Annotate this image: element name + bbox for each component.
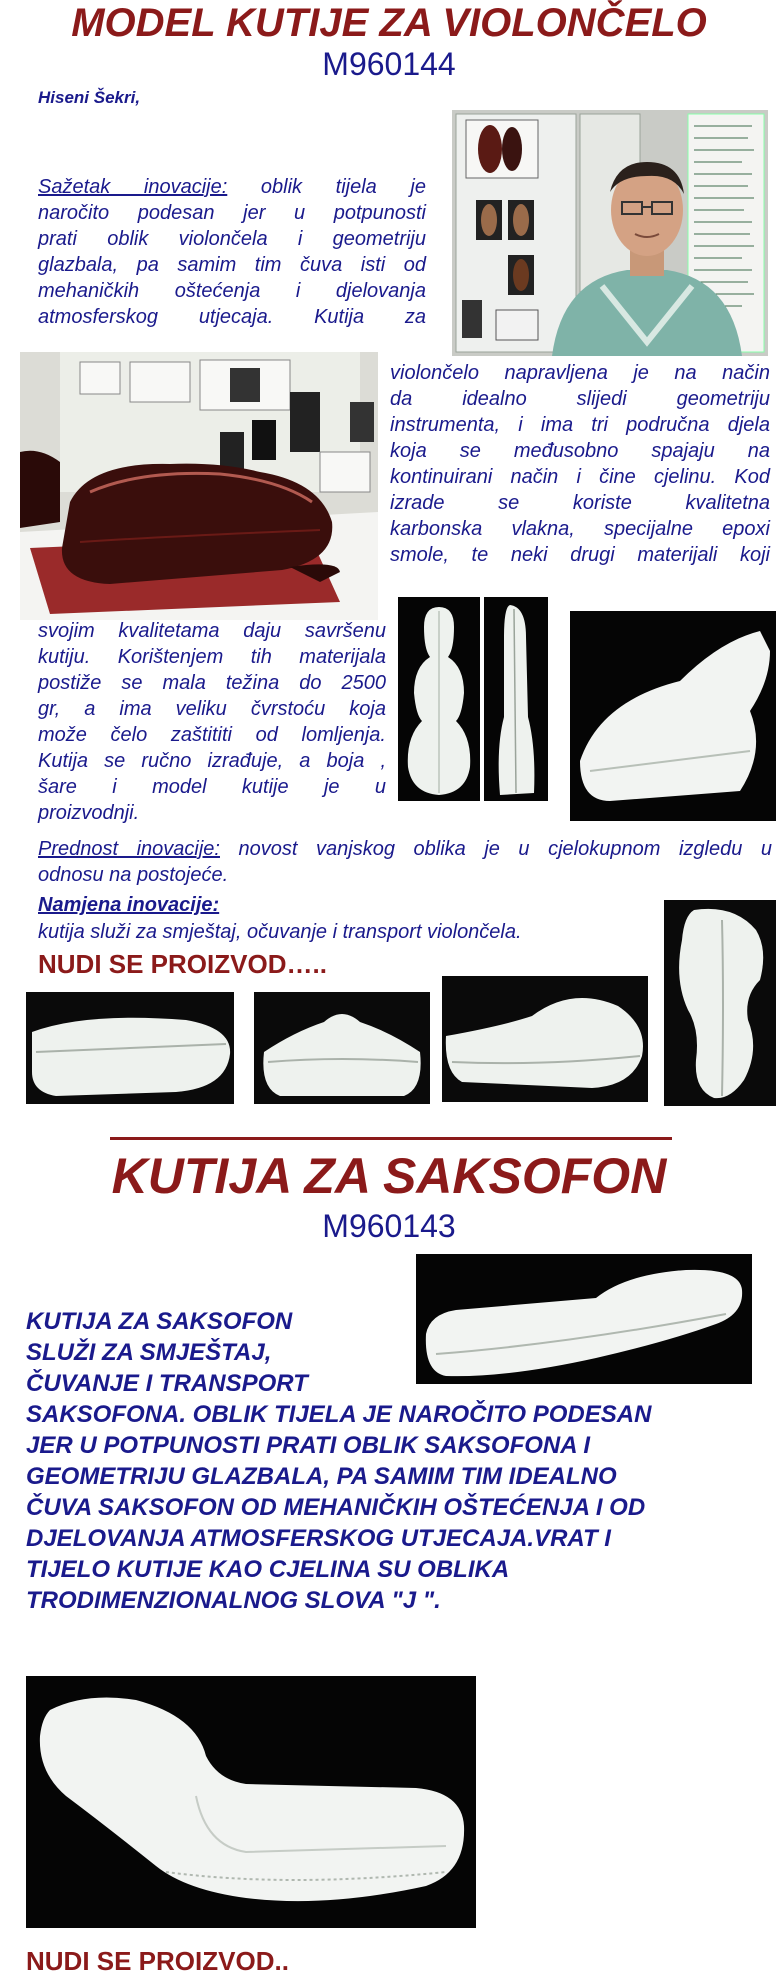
- inventor-photo: [452, 110, 768, 356]
- advantage-line-1: novost vanjskog oblika je u cjelokupnom izgledu u: [219, 838, 773, 860]
- summary-right-line-2: da idealno slijedi geometriju: [390, 388, 770, 410]
- summary-label: Sažetak inovacije:: [38, 176, 228, 198]
- summary-left-line-4: gr, a ima veliku čvrstoću koja: [38, 698, 386, 720]
- sax-line-6: GEOMETRIJU GLAZBALA, PA SAMIM TIM IDEALNO: [26, 1463, 617, 1490]
- sax-description: [26, 1306, 766, 1616]
- cello-case-side-photo: [484, 597, 548, 801]
- sax-title: KUTIJA ZA SAKSOFON: [111, 1148, 667, 1204]
- cello-offer-heading: NUDI SE PROIZVOD…..: [38, 949, 327, 979]
- summary-left-line-3: postiže se mala težina do 2500: [38, 672, 386, 694]
- sax-model-code: M960143: [322, 1208, 456, 1244]
- cello-model-code: M960144: [322, 46, 456, 82]
- sax-line-1: KUTIJA ZA SAKSOFON: [26, 1308, 293, 1335]
- summary-line-2: naročito podesan jer u potpunosti: [38, 202, 426, 224]
- cello-case-photo-2: [254, 992, 430, 1104]
- sax-line-7: ČUVA SAKSOFON OD MEHANIČKIH OŠTEĆENJA I OD: [26, 1494, 646, 1521]
- sax-case-photo-large: [26, 1676, 476, 1928]
- cello-case-photo-3: [442, 976, 648, 1102]
- sax-offer-heading: NUDI SE PROIZVOD..: [26, 1946, 289, 1976]
- summary-left-line-2: kutiju. Korištenjem tih materijala: [38, 646, 386, 668]
- summary-line-3: prati oblik violončela i geometriju: [38, 228, 426, 250]
- summary-paragraph-top: [38, 174, 426, 330]
- summary-line-5: mehaničkih oštećenja i djelovanja: [38, 280, 426, 302]
- advantage-line-2: odnosu na postojeće.: [38, 864, 229, 886]
- sax-line-5: JER U POTPUNOSTI PRATI OBLIK SAKSOFONA I: [26, 1432, 591, 1459]
- summary-left-line-8: proizvodnji.: [38, 802, 140, 824]
- sax-line-4: SAKSOFONA. OBLIK TIJELA JE NAROČITO PODESAN: [26, 1401, 652, 1428]
- summary-left-line-6: Kutija se ručno izrađuje, a boja ,: [38, 750, 386, 772]
- summary-line-6: atmosferskog utjecaja. Kutija za: [38, 306, 426, 328]
- sax-line-8: DJELOVANJA ATMOSFERSKOG UTJECAJA.VRAT I: [26, 1525, 611, 1552]
- sax-line-10: TRODIMENZIONALNOG SLOVA "J ".: [26, 1587, 441, 1614]
- summary-paragraph-left: [38, 618, 386, 826]
- summary-line-1: oblik tijela je: [227, 176, 426, 198]
- cello-case-photo-1: [26, 992, 234, 1104]
- summary-right-line-7: karbonska vlakna, specijalne epoxi: [390, 518, 770, 540]
- sax-line-2: SLUŽI ZA SMJEŠTAJ,: [26, 1339, 272, 1366]
- sax-line-3: ČUVANJE I TRANSPORT: [26, 1370, 308, 1397]
- summary-right-line-3: instrumenta, i ima tri područna djela: [390, 414, 770, 436]
- summary-paragraph-right: [390, 360, 770, 568]
- cello-case-photo-4: [664, 900, 776, 1106]
- purpose-label: Namjena inovacije:: [38, 894, 220, 916]
- cello-case-front-photo: [398, 597, 480, 801]
- section-divider: [110, 1137, 672, 1140]
- summary-left-line-7: šare i model kutije je u: [38, 776, 386, 798]
- summary-right-line-1: violončelo napravljena je na način: [390, 362, 770, 384]
- cello-title: MODEL KUTIJE ZA VIOLONČELO: [71, 1, 707, 45]
- advantage-label: Prednost inovacije:: [38, 838, 220, 860]
- summary-left-line-1: svojim kvalitetama daju savršenu: [38, 620, 386, 642]
- advantage-paragraph: [38, 836, 772, 888]
- summary-line-4: glazbala, pa samim tim čuva isti od: [38, 254, 426, 276]
- cello-case-exhibit-photo: [20, 352, 378, 620]
- sax-line-9: TIJELO KUTIJE KAO CJELINA SU OBLIKA: [26, 1556, 510, 1583]
- author-name: Hiseni Šekri,: [38, 88, 141, 107]
- summary-left-line-5: može čelo zaštititi od lomljenja.: [38, 724, 386, 746]
- cello-case-detail-photo: [570, 611, 776, 821]
- purpose-text: kutija služi za smještaj, očuvanje i transport violončela.: [38, 921, 522, 943]
- summary-right-line-5: kontinuirani način i čine cjelinu. Kod: [390, 466, 770, 488]
- summary-right-line-8: smole, te neki drugi materijali koji: [390, 544, 770, 566]
- summary-right-line-4: koja se međusobno spajaju na: [390, 440, 770, 462]
- summary-right-line-6: izrade se koriste kvalitetna: [390, 492, 770, 514]
